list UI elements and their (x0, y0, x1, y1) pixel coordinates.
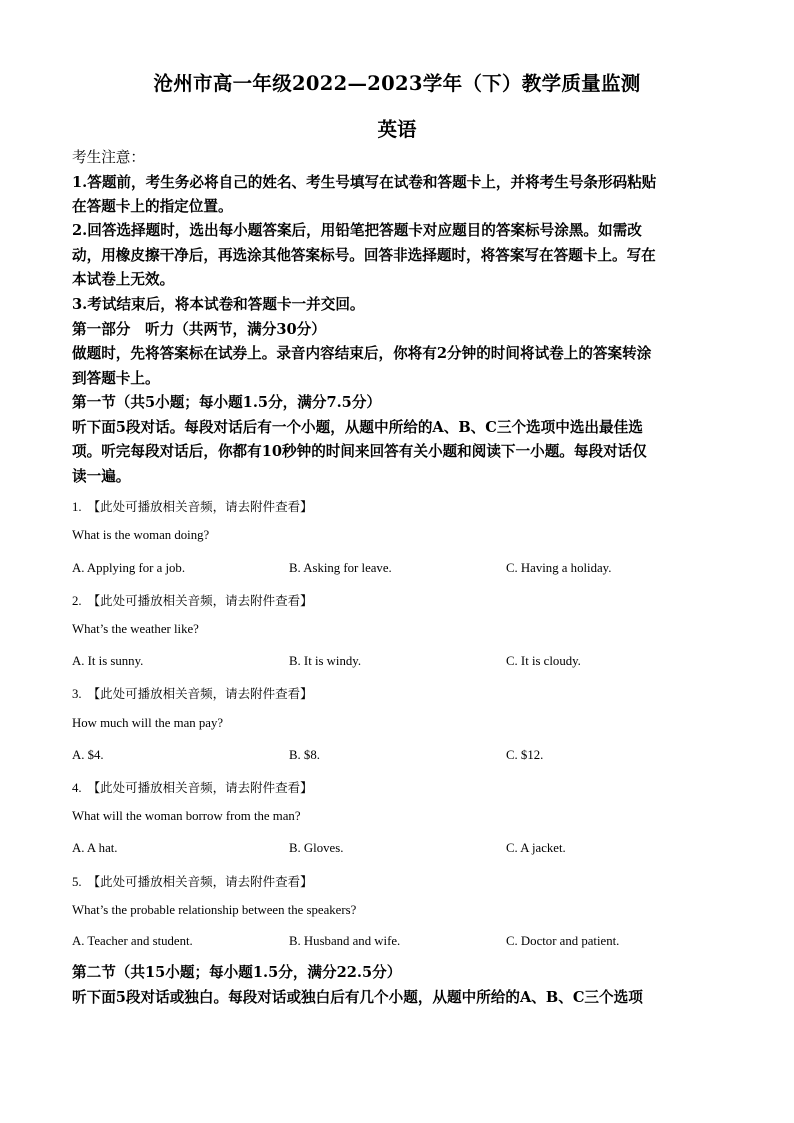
question-1-text: What is the woman doing? (72, 528, 210, 542)
question-4-option-a: A. A hat. (72, 841, 118, 855)
section2-heading: 第二节（共15小题；每小题1.5分，满分22.5分） (72, 964, 402, 981)
section1-intro-line-3: 读一遍。 (72, 468, 131, 485)
question-3-audio-row (72, 684, 313, 702)
question-5-option-c: C. Doctor and patient. (506, 934, 620, 948)
question-3-number: 3. (72, 687, 82, 701)
question-2-audio-row (72, 591, 313, 609)
question-5-text: What’s the probable relationship between the speakers? (72, 903, 357, 917)
question-2-option-b: B. It is windy. (289, 654, 362, 668)
notice-item-1-line-2: 在答题卡上的指定位置。 (72, 198, 233, 215)
section1-intro-line-1: 听下面5段对话。每段对话后有一个小题，从题中所给的A、B、C三个选项中选出最佳选 (72, 419, 643, 436)
question-5-option-a: A. Teacher and student. (72, 934, 193, 948)
question-5-number: 5. (72, 875, 82, 889)
question-2-text: What’s the weather like? (72, 622, 199, 636)
question-4-option-b: B. Gloves. (289, 841, 344, 855)
part1-intro-line-1: 做题时，先将答案标在试券上。录音内容结束后，你将有2分钟的时间将试卷上的答案转涂 (72, 345, 652, 362)
notice-item-2-line-3: 本试卷上无效。 (72, 271, 175, 288)
question-5-option-b: B. Husband and wife. (289, 934, 401, 948)
question-5-audio-row (72, 872, 313, 890)
question-2-option-a: A. It is sunny. (72, 654, 144, 668)
notice-item-2-line-1: 2.回答选择题时，选出每小题答案后，用铅笔把答题卡对应题目的答案标号涂黑。如需改 (72, 222, 642, 239)
audio-note: 【此处可播放相关音频，请去附件查看】 (87, 686, 313, 701)
audio-note: 【此处可播放相关音频，请去附件查看】 (87, 499, 313, 514)
question-4-text: What will the woman borrow from the man? (72, 809, 301, 823)
question-4-option-c: C. A jacket. (506, 841, 566, 855)
notice-item-1-line-1: 1.答题前，考生务必将自己的姓名、考生号填写在试卷和答题卡上，并将考生号条形码粘贴 (72, 174, 657, 191)
section1-heading: 第一节（共5小题；每小题1.5分，满分7.5分） (72, 394, 382, 411)
exam-title: 沧州市高一年级2022—2023学年（下）教学质量监测 (153, 72, 641, 95)
audio-note: 【此处可播放相关音频，请去附件查看】 (87, 780, 313, 795)
question-1-option-b: B. Asking for leave. (289, 561, 392, 575)
section1-intro-line-2: 项。听完每段对话后，你都有10秒钟的时间来回答有关小题和阅读下一小题。每段对话仅 (72, 443, 647, 460)
section2-intro-line-1: 听下面5段对话或独白。每段对话或独白后有几个小题，从题中所给的A、B、C三个选项 (72, 989, 643, 1006)
exam-subject: 英语 (377, 118, 417, 141)
question-1-option-a: A. Applying for a job. (72, 561, 186, 575)
question-3-text: How much will the man pay? (72, 716, 224, 730)
notice-heading: 考生注意： (72, 149, 145, 166)
part1-intro-line-2: 到答题卡上。 (72, 370, 160, 387)
notice-item-3: 3.考试结束后，将本试卷和答题卡一并交回。 (72, 296, 365, 313)
notice-item-2-line-2: 动，用橡皮擦干净后，再选涂其他答案标号。回答非选择题时，将答案写在答题卡上。写在 (72, 247, 656, 264)
audio-note: 【此处可播放相关音频，请去附件查看】 (87, 593, 313, 608)
audio-note: 【此处可播放相关音频，请去附件查看】 (87, 874, 313, 889)
question-1-audio-row (72, 497, 313, 515)
question-4-audio-row (72, 778, 313, 796)
question-3-option-a: A. $4. (72, 748, 104, 762)
question-2-option-c: C. It is cloudy. (506, 654, 581, 668)
question-3-option-b: B. $8. (289, 748, 320, 762)
question-1-option-c: C. Having a holiday. (506, 561, 612, 575)
question-1-number: 1. (72, 500, 82, 514)
question-3-option-c: C. $12. (506, 748, 544, 762)
question-2-number: 2. (72, 594, 82, 608)
question-4-number: 4. (72, 781, 82, 795)
part1-heading: 第一部分 听力（共两节，满分30分） (72, 321, 326, 338)
